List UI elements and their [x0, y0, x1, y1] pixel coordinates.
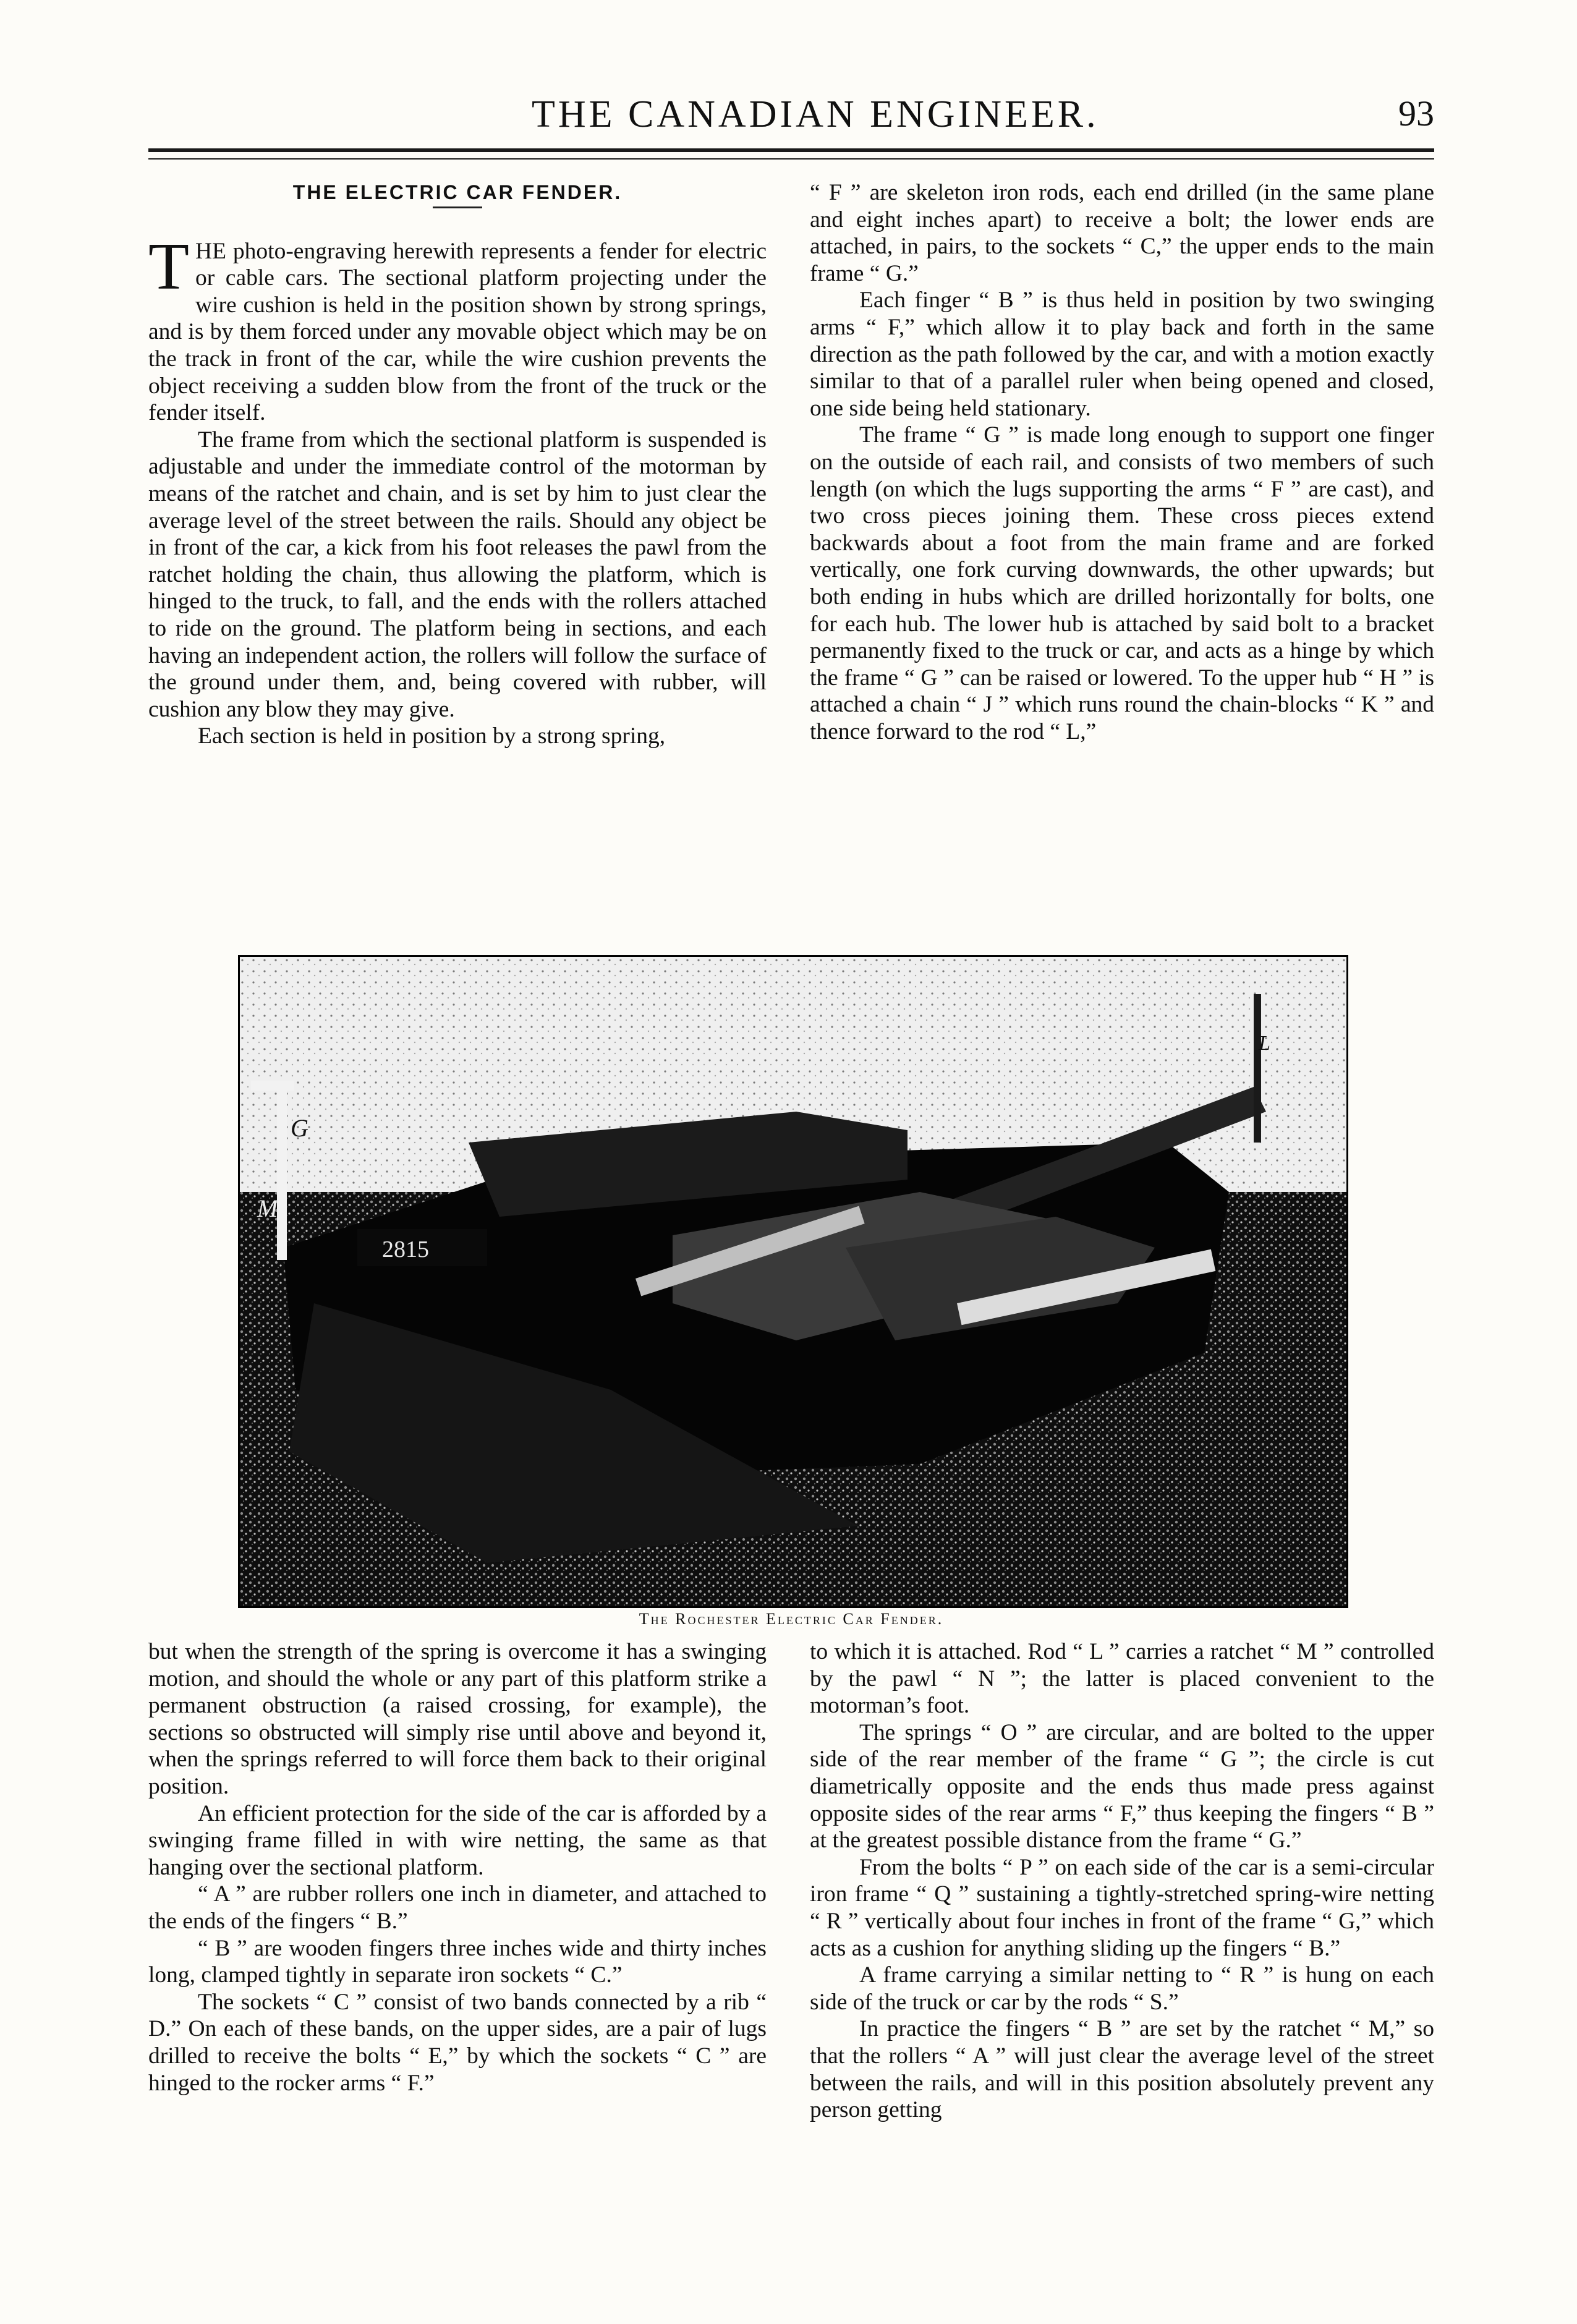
column-top-right: [810, 179, 1434, 745]
paragraph: “ B ” are wooden fingers three inches wide and thirty inches long, clamped tightly in separate iron sockets “ C.”: [148, 1935, 767, 1988]
journal-title: THE CANADIAN ENGINEER.: [532, 93, 1099, 135]
paragraph-text: HE photo-engraving herewith represents a fender for electric or cable cars. The sectional platform projecting under the wire cushion is held in the position shown by strong springs, and is by them forced under any movable object which may be on the track in front of the car, while the wire cushion prevents the object receiving a sudden blow from the front of the truck or the fender itself.: [148, 238, 767, 426]
header-rule-thick: [148, 148, 1434, 152]
column-bottom-right: [810, 1638, 1434, 2124]
paragraph: The sockets “ C ” consist of two bands connected by a rib “ D.” On each of these bands, on the upper sides, are a pair of lugs drilled to receive the bolts “ E,” by which the sockets “ C ” are hinged to the rocker arms “ F.”: [148, 1989, 767, 2096]
paragraph: From the bolts “ P ” on each side of the car is a semi-circular iron frame “ Q ” sustaining a tightly-stretched spring-wire netting “ R ” vertically about four inches in front of the frame “ G,” which acts as a cushion for anything sliding up the fingers “ B.”: [810, 1854, 1434, 1961]
drop-cap: T: [148, 229, 189, 304]
label-g: G: [291, 1114, 308, 1142]
label-l: L: [1259, 1032, 1270, 1055]
paragraph: The frame from which the sectional platform is suspended is adjustable and under the immediate control of the motorman by means of the ratchet and chain, and is set by him to just clear the average level of the street between the rails. Should any object be in front of the car, a kick from his foot releases the pawl from the ratchet holding the chain, thus allowing the platform, which is hinged to the truck, to fall, and the ends with the rollers attached to ride on the ground. The platform being in sections, and each having an independent action, the rollers will follow the surface of the ground under them, and, being covered with rubber, will cushion any blow they may give.: [148, 427, 767, 722]
figure-caption: The Rochester Electric Car Fender.: [639, 1610, 944, 1628]
paragraph: but when the strength of the spring is overcome it has a swinging motion, and should the whole or any part of this platform strike a permanent obstruction (a raised crossing, for example), the sections so obstructed will simply rise until above and beyond it, when the springs referred to will force them back to their original position.: [148, 1639, 767, 1799]
paragraph: Each section is held in position by a strong spring,: [198, 723, 666, 749]
paragraph: The springs “ O ” are circular, and are bolted to the upper side of the rear member of the frame “ G ”; the circle is cut diametrically opposite and the ends thus made press against opposite sides of the rear arms “ F,” thus keeping the fingers “ B ” at the greatest possible distance from the frame “ G.”: [810, 1719, 1434, 1854]
running-header: [148, 93, 1434, 148]
paragraph: to which it is attached. Rod “ L ” carries a ratchet “ M ” controlled by the pawl “ N ”; the latter is placed convenient to the motorman’s foot.: [810, 1639, 1434, 1719]
title-rule: [433, 206, 482, 208]
article-title: THE ELECTRIC CAR FENDER.: [292, 181, 623, 203]
paragraph: An efficient protection for the side of the car is afforded by a swinging frame filled in with wire netting, the same as that hanging over the sectional platform.: [148, 1800, 767, 1880]
paragraph: “ A ” are rubber rollers one inch in diameter, and attached to the ends of the fingers “ B.”: [148, 1881, 767, 1934]
paragraph: Each finger “ B ” is thus held in position by two swinging arms “ F,” which allow it to play back and forth in the same direction as the path followed by the car, and with a motion exactly similar to that of a parallel ruler when being opened and closed, one side being held stationary.: [810, 287, 1434, 421]
paragraph: [148, 229, 767, 427]
page-number: 93: [1398, 93, 1434, 134]
header-rule-thin: [148, 158, 1434, 160]
paragraph: “ F ” are skeleton iron rods, each end drilled (in the same plane and eight inches apart) to receive a bolt; the lower ends are attached, in pairs, to the sockets “ C,” the upper ends to the main frame “ G.”: [810, 180, 1434, 286]
paragraph: The frame “ G ” is made long enough to support one finger on the outside of each rail, and consists of two members of such length (on which the lugs supporting the arms “ F ” are cast), and two cross pieces joining them. These cross pieces extend backwards about a foot from the main frame and are forked vertically, one fork curving downwards, the other upwards; but both ending in hubs which are drilled horizontally for bolts, one for each hub. The lower hub is attached by said bolt to a bracket permanently fixed to the truck or car, and acts as a hinge by which the frame “ G ” can be raised or lowered. To the upper hub “ H ” is attached a chain “ J ” which runs round the chain-blocks “ K ” and thence forward to the rod “ L,”: [810, 422, 1434, 744]
car-number-label: 2815: [382, 1236, 429, 1262]
label-m: M: [257, 1194, 278, 1222]
paragraph: In practice the fingers “ B ” are set by the ratchet “ M,” so that the rollers “ A ” will just clear the average level of the street between the rails, and will in this position absolutely prevent any person getting: [810, 2016, 1434, 2123]
column-top-left: [148, 179, 767, 750]
paragraph: A frame carrying a similar netting to “ R ” is hung on each side of the truck or car by the rods “ S.”: [810, 1962, 1434, 2015]
column-bottom-left: [148, 1638, 767, 2096]
fender-photograph: [238, 955, 1348, 1608]
